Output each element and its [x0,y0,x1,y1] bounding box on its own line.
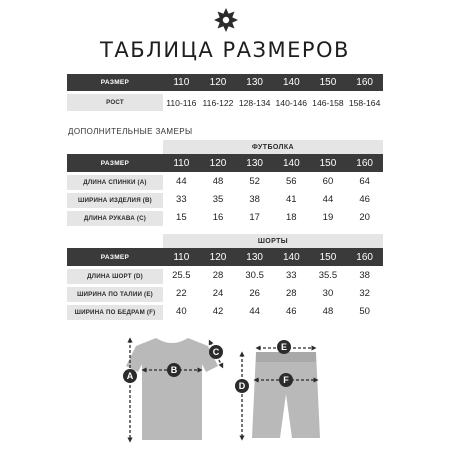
table-row-label: ШИРИНА ИЗДЕЛИЯ (В) [67,190,163,208]
table-cell: 56 [286,175,297,187]
table-cell: 44 [176,175,187,187]
height-cell: 140-146 [275,97,308,108]
table-cell: 16 [212,211,224,223]
shorts-header-label: РАЗМЕР [67,248,163,266]
size-header-cell: 160 [346,248,383,266]
size-header-cell: 160 [346,74,383,91]
table-cell: 15 [176,211,187,223]
table-cell: 40 [176,305,187,317]
height-cell: 158-164 [348,97,381,108]
label-c: C [212,347,220,357]
size-header-cell: 150 [310,248,347,266]
label-a: A [126,371,134,381]
size-header-cell: 140 [273,248,310,266]
size-header-cell: 140 [273,154,310,172]
page-title: ТАБЛИЦА РАЗМЕРОВ [100,38,350,62]
shorts-shape [252,352,320,438]
label-e: E [280,342,288,352]
size-header-cell: 110 [163,154,200,172]
table-cell: 46 [359,193,370,205]
height-cell: 146-158 [312,97,344,108]
table-cell: 64 [359,175,370,187]
tshirt-table [67,140,383,226]
table-cell: 42 [212,305,224,317]
size-header-cell: 160 [346,154,383,172]
size-header-cell: 130 [236,74,273,91]
table-cell: 22 [176,287,187,299]
table-cell: 48 [212,175,224,187]
size-table [67,74,383,111]
size-header-cell: 120 [200,248,237,266]
size-header-cell: 110 [163,74,200,91]
tshirt-band: ФУТБОЛКА [163,140,383,154]
table-row-label: ШИРИНА ПО БЕДРАМ (F) [67,302,163,320]
size-header-cell: 130 [236,248,273,266]
table-cell: 44 [322,193,334,205]
table-cell: 28 [212,269,224,281]
star-logo-icon [214,8,238,32]
table-row-label: ШИРИНА ПО ТАЛИИ (E) [67,284,163,302]
size-header-cell: 150 [310,74,347,91]
table-cell: 28 [286,287,297,299]
size-header-cell: 110 [163,248,200,266]
height-cell: 128-134 [238,97,271,108]
size-header-cell: 150 [310,154,347,172]
extra-measurements-title: ДОПОЛНИТЕЛЬНЫЕ ЗАМЕРЫ [68,127,193,136]
label-d: D [238,381,246,391]
table-cell: 26 [249,287,260,299]
height-cell: 116-122 [202,97,234,108]
height-row-label: РОСТ [67,94,163,111]
table-cell: 19 [322,211,334,223]
table-cell: 30 [322,287,334,299]
table-cell: 44 [249,305,260,317]
height-cell: 110-116 [166,97,197,108]
table-cell: 18 [286,211,297,223]
table-cell: 30.5 [245,269,264,281]
table-cell: 41 [286,193,297,205]
table-row-label: ДЛИНА РУКАВА (С) [67,208,163,226]
size-header-cell: 120 [200,74,237,91]
tshirt-header-label: РАЗМЕР [67,154,163,172]
size-header-cell: 140 [273,74,310,91]
tshirt-shape [126,338,218,440]
table-cell: 60 [322,175,334,187]
size-header-label: РАЗМЕР [67,74,163,91]
label-f: F [283,375,289,385]
shorts-table [67,234,383,320]
table-cell: 35 [212,193,224,205]
table-cell: 48 [322,305,334,317]
table-cell: 52 [249,175,260,187]
table-cell: 32 [359,287,370,299]
table-cell: 33 [176,193,187,205]
table-cell: 25.5 [172,269,191,281]
table-cell: 20 [359,211,370,223]
table-cell: 35.5 [318,269,338,281]
table-cell: 17 [249,211,260,223]
table-cell: 46 [286,305,297,317]
table-cell: 50 [359,305,370,317]
table-row-label: ДЛИНА СПИНКИ (А) [67,172,163,190]
shorts-band: ШОРТЫ [163,234,383,248]
table-cell: 38 [359,269,370,281]
tshirt-diagram [112,328,230,448]
shorts-diagram [226,334,334,448]
size-header-cell: 120 [200,154,237,172]
table-row-label: ДЛИНА ШОРТ (D) [67,266,163,284]
size-header-cell: 130 [236,154,273,172]
table-cell: 33 [286,269,297,281]
label-b: B [170,365,178,375]
table-cell: 24 [212,287,224,299]
table-cell: 38 [249,193,260,205]
